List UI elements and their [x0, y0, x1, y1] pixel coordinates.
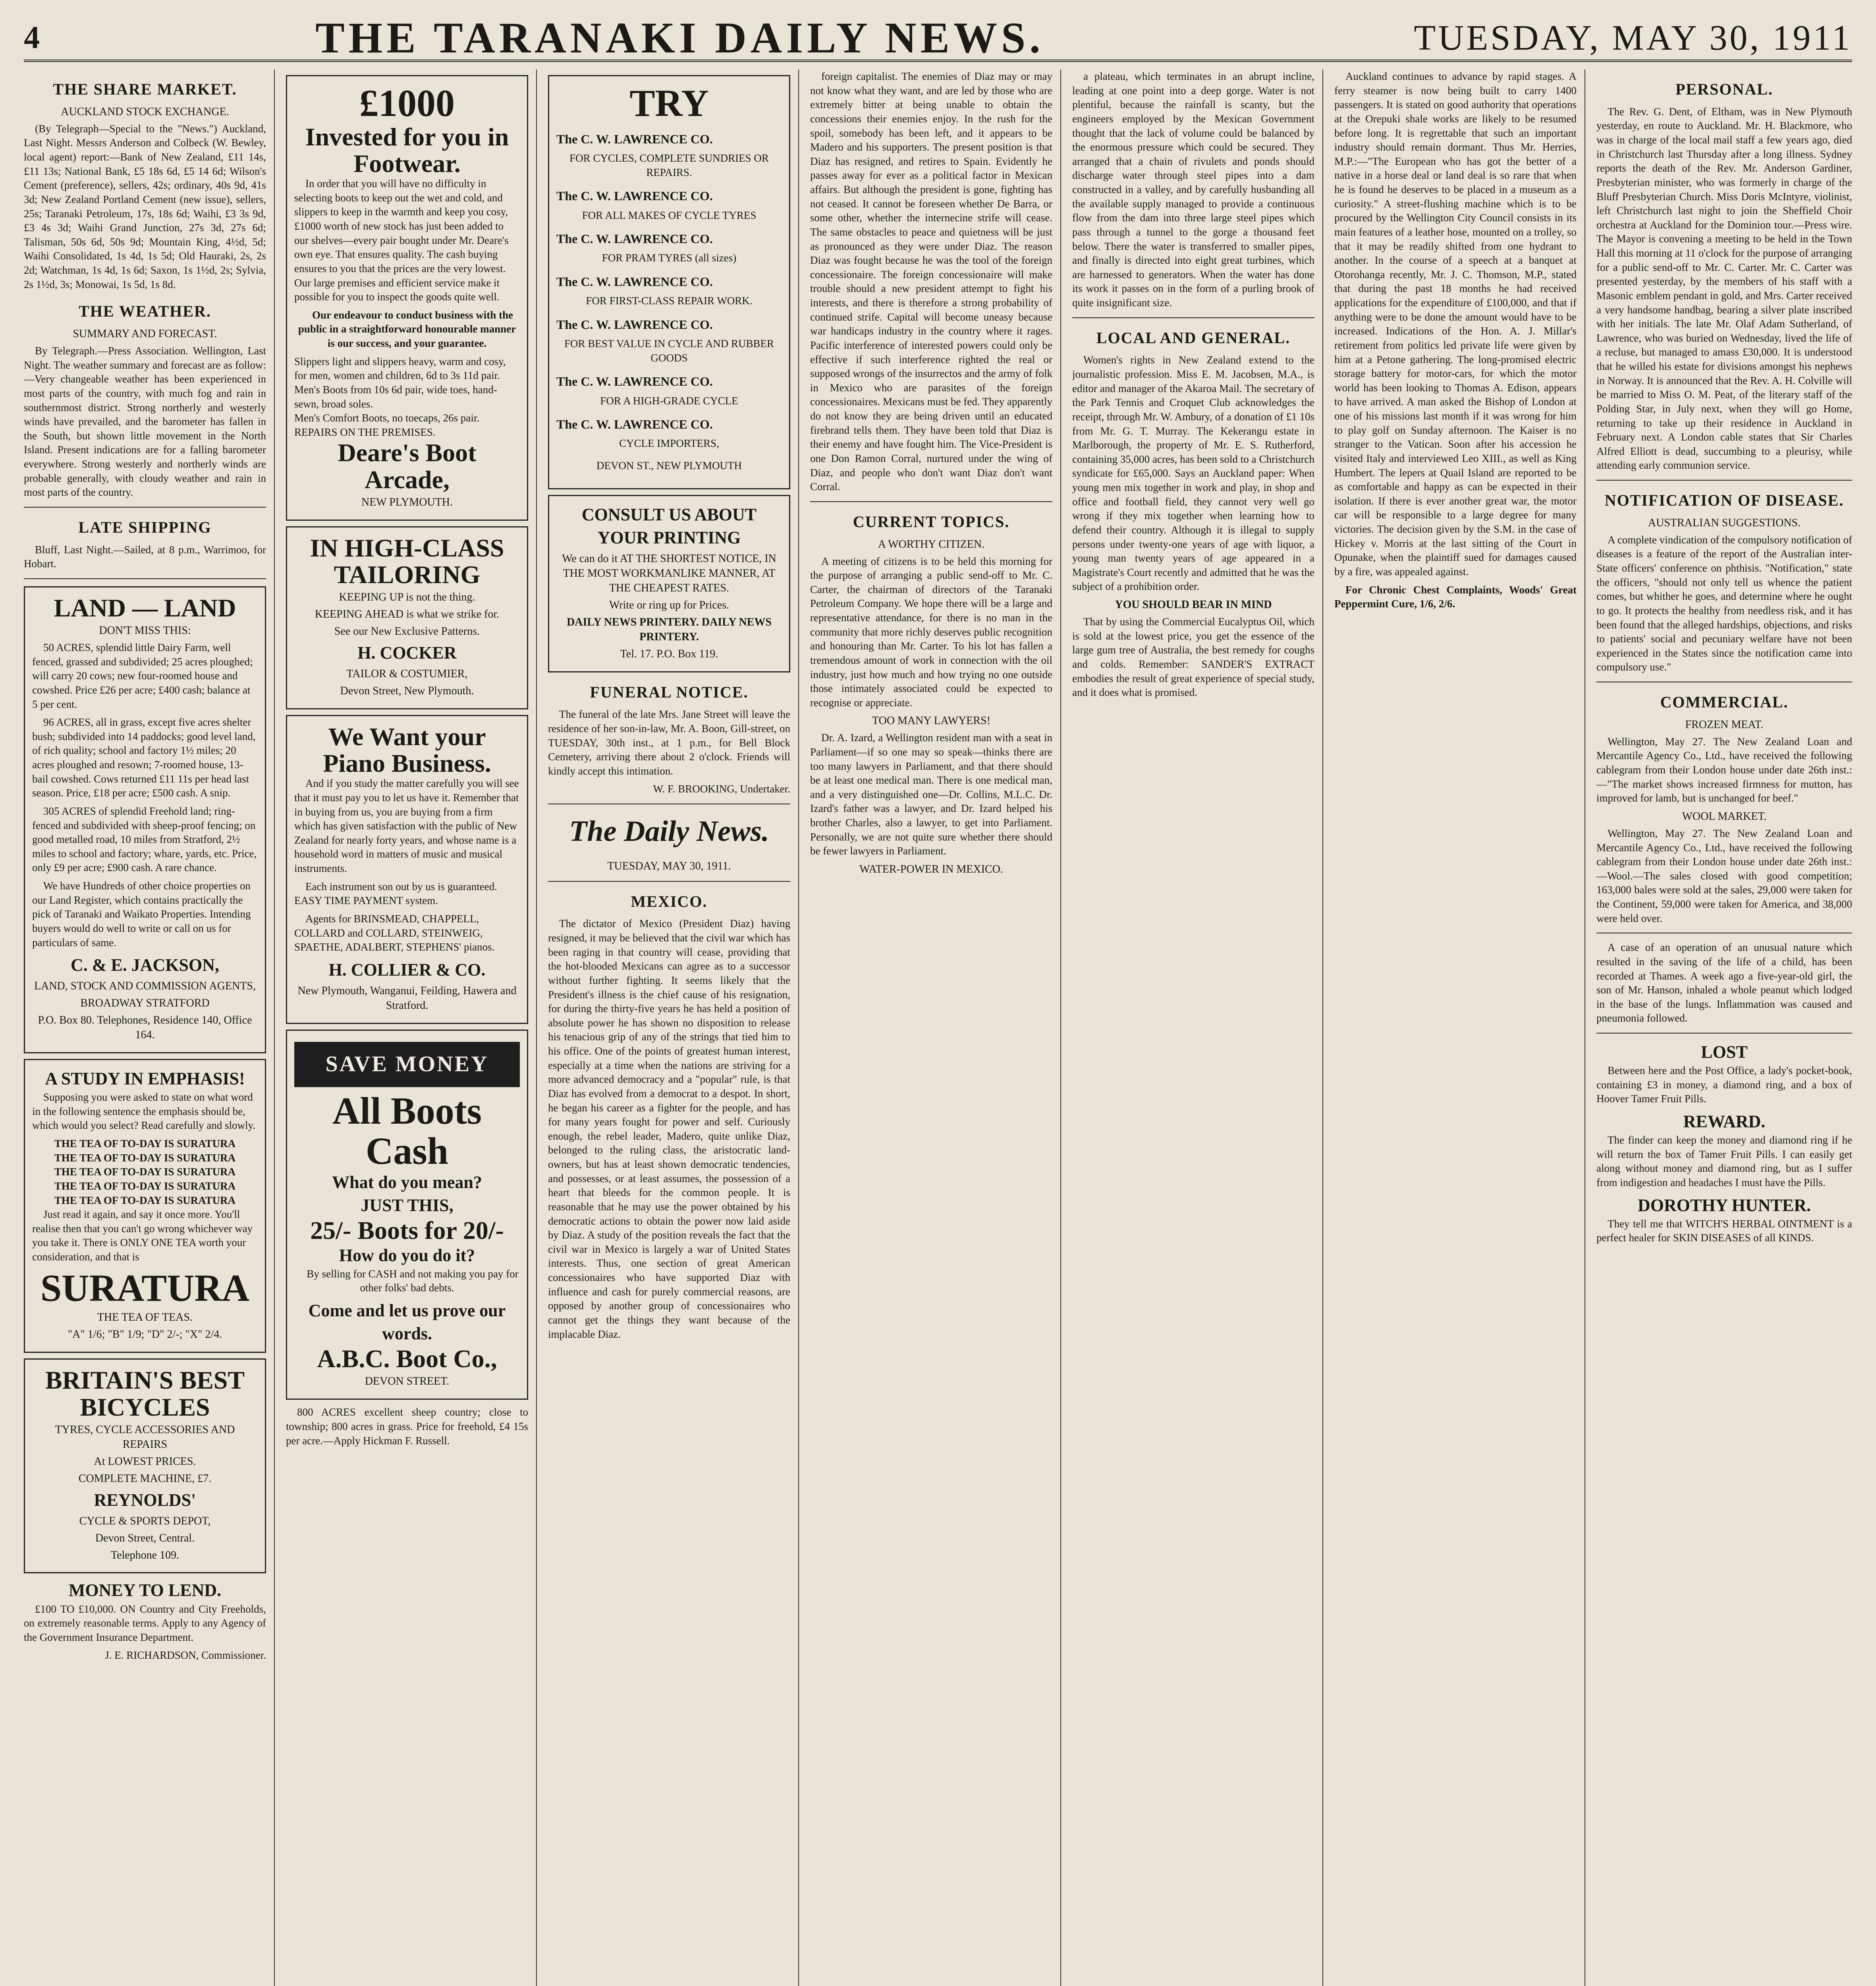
mexico-heading: MEXICO.	[631, 892, 708, 910]
column-rule	[1060, 70, 1061, 1986]
all-boots-cash: All Boots Cash	[332, 1089, 482, 1172]
commercial-heading: COMMERCIAL.	[1660, 693, 1789, 711]
reynolds-line: Telephone 109.	[110, 1549, 179, 1561]
jackson-name: C. & E. JACKSON,	[70, 955, 220, 975]
abc-name: A.B.C. Boot Co.,	[317, 1345, 497, 1373]
funeral-heading: FUNERAL NOTICE.	[590, 683, 749, 701]
tailoring-line: KEEPING AHEAD is what we strike for.	[315, 608, 500, 621]
lawyers-heading: TOO MANY LAWYERS!	[872, 715, 990, 727]
study-text: Supposing you were asked to state on what word in the following sentence the emphasis should be, which would you select? Read carefully and slowly.	[32, 1091, 256, 1132]
column-rule	[536, 70, 537, 1986]
piano-advert	[286, 715, 528, 1024]
weather-heading: THE WEATHER.	[79, 302, 211, 321]
consult-line: We can do it AT THE SHORTEST NOTICE, IN THE MOST WORKMANLIKE MANNER, AT THE CHEAPEST RATES.	[562, 552, 776, 594]
lawrence-item: DEVON ST., NEW PLYMOUTH	[596, 460, 742, 472]
bicycles-line: COMPLETE MACHINE, £7.	[78, 1472, 212, 1485]
peppermint-cure-notice: For Chronic Chest Complaints, Woods' Great Peppermint Cure, 1/6, 2/6.	[1334, 583, 1577, 610]
study-heading: A STUDY IN EMPHASIS!	[45, 1069, 245, 1089]
what-mean: What do you mean?	[332, 1173, 482, 1192]
piano-guarantee: Each instrument son out by us is guaranteed. EASY TIME PAYMENT system.	[294, 880, 497, 907]
money-signature: J. E. RICHARDSON, Commissioner.	[105, 1649, 266, 1661]
tea-line: THE TEA OF TO-DAY IS SURATURA	[54, 1166, 236, 1178]
consult-line: Write or ring up for Prices.	[609, 599, 730, 611]
britains-heading: BRITAIN'S BEST BICYCLES	[45, 1366, 245, 1421]
wool-market-text: Wellington, May 27. The New Zealand Loan and Mercantile Agency Co., Ltd., have received the following cablegram from their London house under date 26th inst.:—Wool.—The sales closed with good competition; 163,000 bales were sold at the sales, 29,000 were taken for the Continent, 59,000 were taken for America, and 38,000 were held over.	[1596, 827, 1852, 924]
lawrence-item: FOR FIRST-CLASS REPAIR WORK.	[586, 295, 753, 307]
water-power-text: a plateau, which terminates in an abrupt incline, leading at one point into a deep gorge. Water is not plentiful, because the rainfall is scanty, but the engineers employed by the Mexican Government thought that the lack of volume could be balanced by the enormous pressure which could be secured. They arranged that a chain of rivulets and ponds should discharge water through steel pipes into a dam constructed in a valley, and by carefully husbanding all the available supply managed to provide a continuous flow from the dam into three large steel pipes which pass through a tunnel to the gorge a thousand feet below. There the water is transferred to smaller pipes, and finally is directed into eight great turbines, which are harnessed to generators. When the water has done its work it passes on in the form of a purling brook of quite insignificant size.	[1072, 70, 1314, 309]
cash-text: By selling for CASH and not making you pay for other folks' bad debts.	[307, 1267, 519, 1294]
land-listing: 50 ACRES, splendid little Dairy Farm, well fenced, grassed and subdivided; 25 acres ploughed; will carry 20 cows; new four-roomed house and cowshed. Price £26 per acre; £400 cash; balance at 5 per cent.	[32, 641, 253, 710]
bear-in-mind-heading: YOU SHOULD BEAR IN MIND	[1115, 599, 1272, 611]
reward-heading: REWARD.	[1683, 1111, 1766, 1131]
consult-heading: CONSULT US ABOUT YOUR PRINTING	[581, 504, 757, 547]
lawrence-name: The C. W. LAWRENCE CO.	[556, 417, 713, 432]
leader-date: TUESDAY, MAY 30, 1911.	[607, 860, 731, 872]
suratura-prices: "A" 1/6; "B" 1/9; "D" 2/-; "X" 2/4.	[68, 1328, 222, 1341]
local-general-continued: Auckland continues to advance by rapid stages. A ferry steamer is now being built to carry 1400 passengers. It is stated on good authority that operations at the Orepuki shale works are likely to be resumed before long. It is regrettable that such an important industry should remain dormant. Thus Mr. Herries, M.P.:—"The European who has got the better of a native in a horse deal or land deal is so rare that when he is found he deserves to be placed in a museum as a curiosity." A street-flushing machine which is to be procured by the Wellington City Council consists in its main features of a leather hose, mounted on a trolley, so that it may be readily shifted from one hydrant to another. In the course of a speech at a banquet at Otorohanga recently, Mr. J. C. Thomson, M.P., stated that during the past 18 months he had received applications for the expenditure of £100,000, and that if anything were to be done the amount would have to be increased. Indications of the Hon. A. J. Millar's retirement from politics led private life were given by him at a Petone gathering. The long-promised electric storage battery for motor-cars, for which the motor world has been looking to Thomas A. Edison, appears to have arrived. A man asked the Bishop of London at one of his missions last month if it was wrong for him to play golf on Sunday afternoon. The Kaiser is no stranger to the Vatican. Soon after his accession he visited Italy and interviewed Leo XIII., as well as King Humbert. The lepers at Quail Island are reported to be as comfortable and happy as can be expected in their isolation. If there is ever another great war, the motor car will be responsible to a large degree for many victories. The decision given by the S.M. in the case of Hickey v. Morris at the last sitting of the Court in Opunake, when the plaintiff sued for damages caused by a fire, was appealed against.	[1334, 70, 1577, 578]
divider	[24, 578, 266, 579]
footwear-line: REPAIRS ON THE PREMISES.	[294, 426, 436, 438]
just-this: JUST THIS,	[361, 1196, 454, 1215]
shipping-text: Bluff, Last Night.—Sailed, at 8 p.m., Warrimoo, for Hobart.	[24, 543, 266, 570]
tailoring-heading: IN HIGH-CLASS TAILORING	[310, 533, 504, 589]
reynolds-line: CYCLE & SPORTS DEPOT,	[79, 1515, 211, 1527]
disease-heading: NOTIFICATION OF DISEASE.	[1604, 491, 1844, 510]
issue-date: TUESDAY, MAY 30, 1911	[1414, 18, 1852, 58]
share-market-heading: THE SHARE MARKET.	[53, 80, 237, 98]
suratura-advert	[24, 1059, 266, 1353]
cocker-name: H. COCKER	[357, 643, 457, 663]
printery-name: DAILY NEWS PRINTERY. DAILY NEWS PRINTERY.	[567, 616, 772, 643]
collier-name: H. COLLIER & CO.	[328, 960, 486, 979]
cocker-line: Devon Street, New Plymouth.	[340, 685, 474, 697]
lawrence-name: The C. W. LAWRENCE CO.	[556, 374, 713, 389]
farm-advert: 800 ACRES excellent sheep country; close to township; 800 acres in grass. Price for freehold, £4 15s per acre.—Apply Hickman F. Russell.	[286, 1406, 528, 1447]
lawrence-name: The C. W. LAWRENCE CO.	[556, 131, 713, 146]
footwear-line: Slippers light and slippers heavy, warm and cosy, for men, women and children, 6d to 3s 11d pair.	[294, 355, 506, 382]
reward-text: The finder can keep the money and diamond ring if he will return the box of Tamer Fruit Pills. I can easily get along without money and diamond ring, but as I suffer from indigestion and headaches I must have the Pills.	[1596, 1134, 1852, 1188]
bicycles-line: At LOWEST PRICES.	[94, 1455, 196, 1468]
footwear-advert	[286, 75, 528, 521]
lost-text: Between here and the Post Office, a lady's pocket-book, containing £3 in money, a diamond ring, and a box of Hoover Tamer Fruit Pills.	[1596, 1064, 1852, 1105]
shipping-heading: LATE SHIPPING	[78, 518, 212, 536]
lawrence-item: FOR BEST VALUE IN CYCLE AND RUBBER GOODS	[564, 338, 774, 364]
reynolds-line: Devon Street, Central.	[95, 1532, 195, 1544]
printing-advert	[548, 495, 790, 672]
boots-cash-advert	[286, 1030, 528, 1400]
abc-location: DEVON STREET.	[365, 1375, 450, 1388]
land-heading: LAND — LAND	[54, 593, 236, 622]
lawrence-item: FOR A HIGH-GRADE CYCLE	[600, 394, 738, 407]
local-general-heading: LOCAL AND GENERAL.	[1096, 328, 1291, 347]
column-3	[548, 70, 790, 1986]
lawrence-name: The C. W. LAWRENCE CO.	[556, 232, 713, 246]
column-1	[24, 70, 266, 1986]
footwear-intro: In order that you will have no difficulty in selecting boots to keep out the wet and cold, and slippers to keep in the warmth and keep you cosy, £1000 worth of new stock has just been added to our shelves—every pair bought under Mr. Deare's own eye. That ensures quality. The cash buying ensures to you that the prices are the very lowest. Our large premises and efficient service make it possible for you to inspect the goods quite well.	[294, 178, 509, 303]
bear-in-mind-text: That by using the Commercial Eucalyptus Oil, which is sold at the lowest price, you get the essence of the large gum tree of Australia, the best remedy for coughs and colds. Remember: SANDER'S EXTRACT embodies the result of great experience of special study, and it does what is promised.	[1072, 616, 1314, 699]
column-rule	[274, 70, 275, 1986]
page-number: 4	[24, 20, 40, 55]
lawrence-item: CYCLE IMPORTERS,	[619, 437, 719, 450]
money-text: £100 TO £10,000. ON Country and City Freeholds, on extremely reasonable terms. Apply to any Agency of the Government Insurance Department.	[24, 1603, 266, 1643]
study-tail: Just read it again, and say it once more. You'll realise then that you can't go wrong whichever way you take it. There is ONLY ONE TEA worth your consideration, and that is	[32, 1208, 253, 1263]
bicycles-line: TYRES, CYCLE ACCESSORIES AND REPAIRS	[55, 1423, 235, 1451]
divider	[1596, 480, 1852, 481]
piano-heading: We Want your Piano Business.	[323, 722, 491, 778]
jackson-line: P.O. Box 80. Telephones, Residence 140, Office 164.	[38, 1014, 252, 1041]
funeral-signature: W. F. BROOKING, Undertaker.	[653, 783, 790, 795]
weather-text: By Telegraph.—Press Association. Wellington, Last Night. The weather summary and forecast are as follow:—Very changeable weather has been experienced in most parts of the country, with much fog and rain in southernmost district. Strong northerly and westerly winds have prevailed, and the barometer has fallen in the South, but shown little movement in the North Island. Present indications are for a falling barometer everywhere. Strong westerly and northerly winds are probable generally, with cloudy weather and rain in most parts of the country.	[24, 345, 266, 498]
try-heading: TRY	[629, 82, 709, 124]
deare-location: NEW PLYMOUTH.	[361, 496, 453, 508]
mexico-continued: foreign capitalist. The enemies of Diaz may or may not know what they want, and are led by those who are extremely bitter at being unable to obtain the concessions their enemies enjoy. In the rush for the spoil, somebody has been left, and it appears to be Madero and his supporters. The present position is that Diaz has resigned, and retires to Spain. Evidently he passes away for ever as a political factor in Mexican affairs. But although the president is gone, fighting has not ceased. It cannot be foreseen whether De Barra, or some other, whether the internecine strife will cease. The same obstacles to peace and quietness will be just as pronounced as they were under Diaz. The reason Diaz was fought because he was the tool of the foreign concessionaire. The foreign concessionaire will make trouble should a new president attempt to fight his interests, and there is therefore a strong probability of continued strife. Capital will become uneasy because war handicaps industry in the country where it rages. Pacific interference of interested powers could only be effective if such interference righted the real or supposed wrongs of the insurrectos and the army of folk in Mexico who are parasites of the foreign concessionaires. Mexicans must be fed. They apparently do not know they are being driven until an educated firebrand tells them. They have been told that Diaz is their enemy and have fought him. The Vice-President is one Don Ramon Corral, nurtured under the wing of Diaz, and people who don't want Diaz don't want Corral.	[810, 70, 1052, 493]
money-heading: MONEY TO LEND.	[68, 1580, 222, 1600]
footwear-endeavour: Our endeavour to conduct business with the public in a straightforward honourable manner is our success, and your guarantee.	[298, 309, 516, 350]
funeral-text: The funeral of the late Mrs. Jane Street will leave the residence of her son-in-law, Mr. A. Boon, Gill-street, on TUESDAY, 30th inst., at 1 p.m., for Bell Block Cemetery, arriving there about 2 o'clock. Friends will kindly accept this intimation.	[548, 708, 790, 777]
footwear-amount: £1000	[359, 82, 455, 124]
cocker-line: TAILOR & COSTUMIER,	[346, 668, 468, 680]
mexico-text: The dictator of Mexico (President Diaz) having resigned, it may be believed that the civil war which has been raging in that country will cease, providing that the hot-blooded Mexicans can agree as to a successor without further fighting. It seems likely that the President's illness is the chief cause of his resignation, for during the thirty-five years he has held a position of absolute power he has shown no disposition to release his tenacious grip of any of the strings that tied him to his office. One of the points of greatest human interest, especially at a time when the nations are striving for a more advanced democracy and a "popular" rule, is that Diaz has evolved from a democrat to a despot. In short, he began his career as a fighter for the people, and has for many years fought for power and self. Curiously enough, the rebel leader, Madero, quite unlike Diaz, belonged to the ruling class, the aristocratic land-owners, but has at least shown democratic tendencies, and possesses, or at least assumes, the possession of a heart that bleeds for the common people. It is reasonable that he may use the power obtained by his democratic actions to obtain the power now laid aside by Diaz. A study of the position reveals the fact that the civil war in Mexico is largely a war of United States interests. Thus, one section of great American concessionaires who have supported Diaz with influence and cash for purely commercial reasons, are opposed by another group of concessionaires who cannot get the things they want because of the implacable Diaz.	[548, 918, 790, 1340]
water-power-heading: WATER-POWER IN MEXICO.	[859, 863, 1003, 875]
frozen-meat-text: Wellington, May 27. The New Zealand Loan and Mercantile Agency Co., Ltd., have received the following cablegram from their London house under date 26th inst.:—"The market shows increased firmness for mutton, has improved for lamb, but is unchanged for beef."	[1596, 735, 1852, 804]
wool-market-heading: WOOL MARKET.	[1682, 810, 1767, 823]
piano-text: And if you study the matter carefully you will see that it must pay you to let us have it. Remember that in buying from us, you are buying from a firm which has given satisfaction with the public of New Zealand for nearly forty years, and whose name is a household word in matters of music and musical instruments.	[294, 777, 519, 875]
hunter-heading: DOROTHY HUNTER.	[1638, 1195, 1811, 1215]
divider	[1072, 317, 1314, 318]
lawrence-advert	[548, 75, 790, 489]
share-market-subheading: AUCKLAND STOCK EXCHANGE.	[61, 105, 229, 118]
tea-line: THE TEA OF TO-DAY IS SURATURA	[54, 1180, 236, 1192]
printery-telephone: Tel. 17. P.O. Box 119.	[620, 647, 718, 660]
newspaper-title: THE TARANAKI DAILY NEWS.	[315, 13, 1044, 62]
masthead	[24, 13, 1852, 62]
tailoring-advert	[286, 526, 528, 709]
disease-subheading: AUSTRALIAN SUGGESTIONS.	[1648, 516, 1801, 529]
worthy-citizen-heading: A WORTHY CITIZEN.	[878, 538, 985, 551]
column-7	[1596, 70, 1852, 1986]
land-listing: 305 ACRES of splendid Freehold land; ring-fenced and subdivided with sheep-proof fencing; on good metalled road, 10 miles from Stratford, 2½ miles to school and factory; whare, yards, etc. Price, only £9 per acre; £900 cash. A rare chance.	[32, 805, 257, 874]
land-advert	[24, 586, 266, 1053]
lawrence-item: FOR CYCLES, COMPLETE SUNDRIES OR REPAIRS.	[569, 152, 769, 178]
column-rule	[798, 70, 799, 1986]
local-general-text: Women's rights in New Zealand extend to the journalistic profession. Miss E. M. Jacobsen, M.A., is editor and manager of the Akaroa Mail. The secretary of the Park Tennis and Croquet Club acknowledges the receipt, through Mr. W. Ambury, of a donation of £1 10s from Mr. G. T. Murray. The Kekerangu estate in Marlborough, the property of Mr. E. S. Rutherford, containing 35,000 acres, has been sold to a Christchurch syndicate for £65,000. Says an Auckland paper: When young men mix together in work and play, in shop and office and football field, they cannot very well go wrong if they mix together when learning how to defend their country. Although it is illegal to supply persons under twenty-one years of age with liquor, a young man twenty years of age appeared in a Magistrate's Court recently and admitted that he was the subject of a prohibition order.	[1072, 354, 1314, 593]
personal-text: The Rev. G. Dent, of Eltham, was in New Plymouth yesterday, en route to Auckland. Mr. H. Blackmore, who was in charge of the local mail staff a few years ago, died in Christchurch last Thursday after a long illness. Sydney reports the death of the Rev. Mr. Anderson Gardiner, Presbyterian minister, who was formerly in charge of the Bluff Presbyterian Church. Miss Doris McIntyre, violinist, left Christchurch last night to join the Sheffield Choir orchestra at Auckland for the Dominion tour.—Press wire. The Mayor is convening a meeting to be held in the Town Hall this morning at 11 o'clock for the purpose of arranging for a public send-off to Mr. C. Carter. Mr. C. Carter was presented yesterday, by the members of his staff with a Masonic emblem pendant in gold, and Mrs. Carter received a very handsome handbag, bearing a silver plate inscribed with her initials. The late Mr. Olaf Adam Sutherland, of Lawrence, who was buried on Wednesday, lived the life of a recluse, but managed to amass £30,000. It is understood that he willed his estate for divisions amongst his nephews in Norway. It is announced that the Rev. A. H. Colville will be married to Miss O. M. Peat, of the literary staff of the Polding Star, in July next, when they will go Home, returning to take up their residence in Auckland in February next. A London cable states that Sir Charles Alfred Elliott is dead, succumbing to a pleurisy, while attending early communion service.	[1596, 105, 1852, 471]
lawrence-item: FOR ALL MAKES OF CYCLE TYRES	[582, 209, 757, 221]
column-4	[810, 70, 1052, 1986]
tea-line: THE TEA OF TO-DAY IS SURATURA	[54, 1194, 236, 1206]
lawrence-item: FOR PRAM TYRES (all sizes)	[602, 252, 737, 264]
lawrence-name: The C. W. LAWRENCE CO.	[556, 317, 713, 332]
nameplate: The Daily News.	[569, 815, 769, 848]
personal-heading: PERSONAL.	[1675, 80, 1773, 98]
disease-text: A complete vindication of the compulsory notification of diseases is a feature of the report of the Australian inter-State officers' conference on phthisis. "Notification," state the officers, "should not only tell us whence the patient comes, but whither he goes, and determine where he ought to go. It protects the healthy from needless risk, and it has been found that the alleged hardships, objections, and risks to patients' social and pecuniary welfare have not been experienced in the States since the notification came into compulsory use."	[1596, 533, 1852, 673]
piano-agents: Agents for BRINSMEAD, CHAPPELL, COLLARD and COLLARD, STEINWEIG, SPAETHE, ADALBERT, STEPHENS' pianos.	[294, 912, 495, 953]
divider	[24, 507, 266, 508]
jackson-line: BROADWAY STRATFORD	[80, 997, 210, 1010]
deare-name: Deare's Boot Arcade,	[338, 439, 477, 494]
jackson-line: LAND, STOCK AND COMMISSION AGENTS,	[34, 980, 256, 993]
column-rule	[1322, 70, 1323, 1986]
footwear-line: Men's Boots from 10s 6d pair, wide toes, hand-sewn, broad soles.	[294, 383, 497, 410]
divider	[1596, 1033, 1852, 1034]
lost-heading: LOST	[1701, 1042, 1748, 1062]
current-topics-heading: CURRENT TOPICS.	[853, 512, 1010, 531]
divider	[810, 501, 1052, 502]
tailoring-line: See our New Exclusive Patterns.	[334, 625, 480, 638]
tea-line: THE TEA OF TO-DAY IS SURATURA	[54, 1138, 236, 1150]
how-do: How do you do it?	[339, 1245, 475, 1265]
frozen-meat-heading: FROZEN MEAT.	[1685, 718, 1764, 731]
hunter-text: They tell me that WITCH'S HERBAL OINTMENT is a perfect healer for SKIN DISEASES of all KINDS.	[1596, 1217, 1852, 1244]
reynolds-name: REYNOLDS'	[94, 1490, 196, 1510]
come-prove: Come and let us prove our words.	[308, 1301, 506, 1344]
footwear-headline: Invested for you in Footwear.	[305, 122, 509, 178]
suratura-slogan: THE TEA OF TEAS.	[97, 1311, 193, 1324]
save-money-banner: SAVE MONEY	[294, 1042, 520, 1087]
unusual-operation-text: A case of an operation of an unusual nature which resulted in the saving of the life of a child, has been recorded at Thames. A week ago a five-year-old girl, the son of Mr. Hanson, inhaled a whole peanut which lodged in the base of the lungs. Inflammation was caused and pneumonia followed.	[1596, 941, 1852, 1024]
lawyers-text: Dr. A. Izard, a Wellington resident man with a seat in Parliament—if so one may so speak—thinks there are too many lawyers in Parliament, and that there should be at least one medical man. There is one medical man, and a very distinguished one—Dr. Collins, M.L.C. Dr. Izard's father was a lawyer, and Dr. Izard helped his brother Charles, also a lawyer, to get into Parliament. Personally, we are not quite sure whether there should be fewer lawyers in Parliament.	[810, 732, 1052, 857]
column-6	[1334, 70, 1577, 1986]
share-market-text: (By Telegraph—Special to the "News.") Auckland, Last Night. Messrs Anderson and Colbeck (W. Bewley, local agent) report:—Bank of New Zealand, £11 14s, £11 13s; National Bank, £5 18s 6d, £5 14 6d; Wilson's Cement (preference), sellers, 42s; ordinary, 40s 9d, 41s 3d; New Zealand Portland Cement (new issue), sellers, 25s; Taranaki Petroleum, 17s, 18s 6d; Waihi, £3 3s 9d, £3 4s 3d; Waihi Grand Junction, 27s 3d, 27s 6d; Talisman, 50s 6d, 50s 9d; Mountain King, 4½d, 5d; Waihi Consolidated, 1s 4d, 1s 5d; Old Hauraki, 2s, 2s 2d; Watchman, 1s 4d, 1s 6d; Saxon, 1s 1½d, 2s; Sylvia, 2s 1½d, 3s; Monowai, 1s 5d, 1s 8d.	[24, 122, 266, 290]
tailoring-line: KEEPING UP is not the thing.	[339, 591, 475, 604]
footwear-line: Men's Comfort Boots, no toecaps, 26s pair.	[294, 412, 480, 424]
bicycles-advert	[24, 1358, 266, 1573]
weather-subheading: SUMMARY AND FORECAST.	[73, 328, 217, 340]
lawrence-name: The C. W. LAWRENCE CO.	[556, 189, 713, 203]
land-note: We have Hundreds of other choice properties on our Land Register, which contains practically the pick of Taranaki and Waikato Properties. Intending buyers would do well to write or call on us for particulars of same.	[32, 880, 251, 949]
worthy-citizen-text: A meeting of citizens is to be held this morning for the purpose of arranging a public send-off to Mr. C. Carter, the chairman of directors of the Taranaki Petroleum Company. We hope there will be a large and representative attendance, for there is no man in the community that more richly deserves public recognition and honouring than Mr. Carter. To his lot has fallen a tremendous amount of work in connection with the oil industry, just how much and how trying no one outside those intimately associated could be expected to recognise or appreciate.	[810, 555, 1052, 709]
boots-price: 25/- Boots for 20/-	[310, 1216, 504, 1245]
lawrence-name: The C. W. LAWRENCE CO.	[556, 274, 713, 289]
column-2	[286, 70, 528, 1986]
divider	[548, 881, 790, 882]
land-subheading: DON'T MISS THIS:	[99, 624, 191, 637]
tea-line: THE TEA OF TO-DAY IS SURATURA	[54, 1151, 236, 1164]
land-listing: 96 ACRES, all in grass, except five acres shelter bush; subdivided into 14 paddocks; good level land, of rich quality; school and factory 1½ miles; 20 acres ploughed and resown; 7-roomed house, 13-bail cowshed. Cows returned £11 11s per head last season. Price, £18 per acre; £500 cash. A snip.	[32, 716, 256, 799]
suratura-brand: SURATURA	[40, 1266, 250, 1309]
column-5	[1072, 70, 1314, 1986]
collier-locations: New Plymouth, Wanganui, Feilding, Hawera and Stratford.	[297, 984, 517, 1012]
